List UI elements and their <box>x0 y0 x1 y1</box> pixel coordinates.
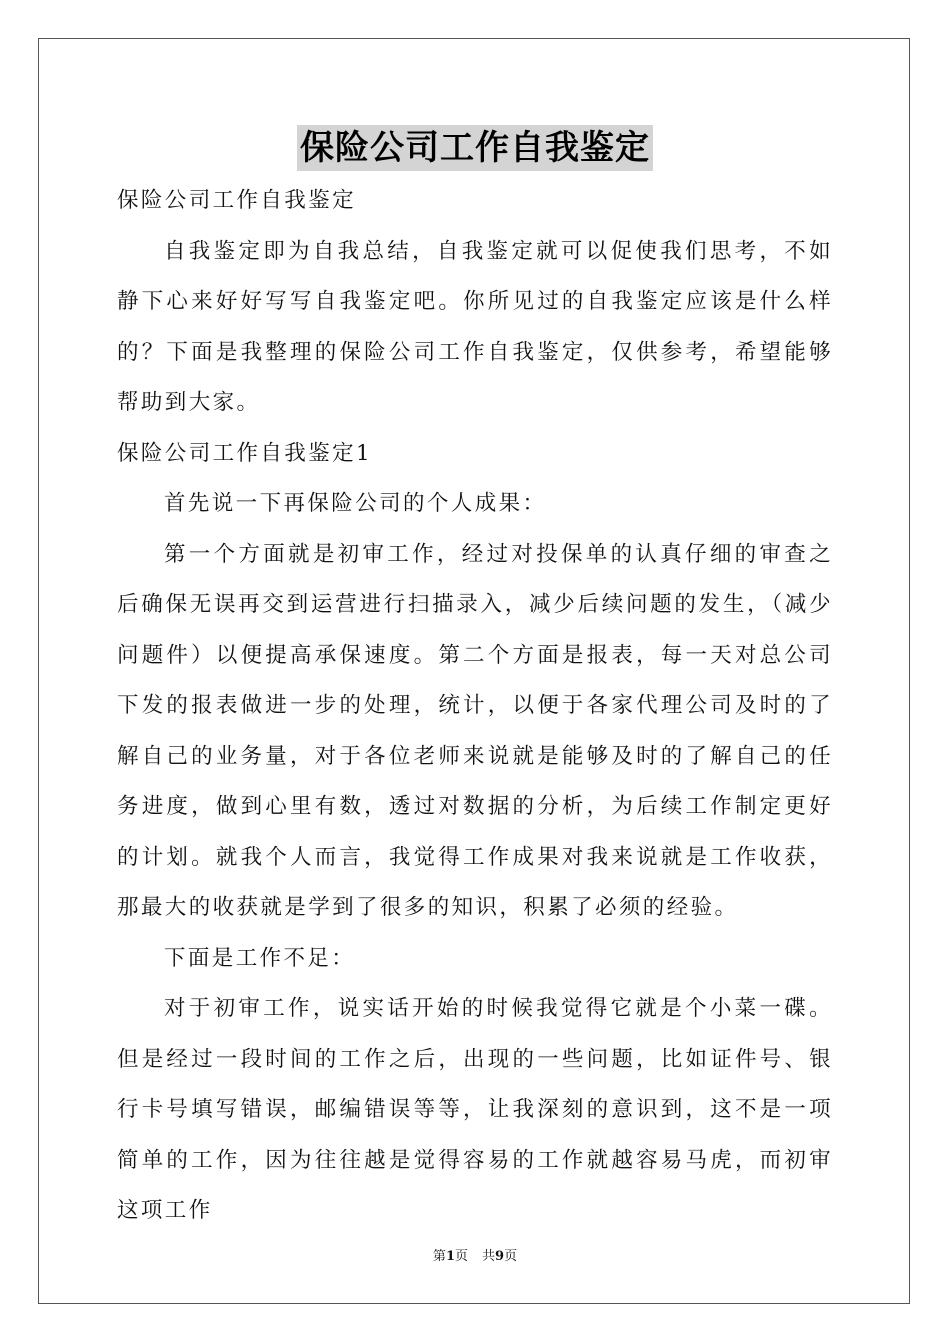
total-page-number: 9 <box>495 1249 505 1264</box>
paragraph-results-lead: 首先说一下再保险公司的个人成果： <box>164 491 547 516</box>
page-label-suffix: 页 <box>454 1249 468 1264</box>
paragraph-results: 第一个方面就是初审工作，经过对投保单的认真仔细的审查之后确保无误再交到运营进行扫描录入，减少后续问题的发生，（减少问题件）以便提高承保速度。第二个方面是报表，每一天对总公司下发的报表做进一步的处理，统计，以便于各家代理公司及时的了解自己的业务量，对于各位老师来说就是能够及时的了解自己的任务进度，做到心里有数，透过对数据的分析，为后续工作制定更好的计划。就我个人而言，我觉得工作成果对我来说就是工作收获，那最大的收获就是学到了很多的知识，积累了必须的经验。 <box>117 541 833 920</box>
total-label-suffix: 页 <box>504 1249 518 1264</box>
current-page-number: 1 <box>445 1249 455 1264</box>
section-heading: 保险公司工作自我鉴定1 <box>117 440 373 466</box>
paragraph-shortcomings-lead: 下面是工作不足： <box>164 945 356 971</box>
page-footer <box>0 1245 950 1264</box>
paragraph-subtitle: 保险公司工作自我鉴定 <box>117 188 357 213</box>
paragraph-shortcomings: 对于初审工作，说实话开始的时候我觉得它就是个小菜一碟。但是经过一段时间的工作之后，出现的一些问题，比如证件号、银行卡号填写错误，邮编错误等等，让我深刻的意识到，这不是一项简单的工作，因为往往越是觉得容易的工作就越容易马虎，而初审这项工作 <box>117 996 833 1223</box>
document-body <box>117 176 833 1237</box>
document-title: 保险公司工作自我鉴定 <box>297 125 653 171</box>
title-container <box>0 125 950 171</box>
total-label-prefix: 共 <box>482 1249 496 1264</box>
page-label-prefix: 第 <box>432 1249 446 1264</box>
paragraph-intro: 自我鉴定即为自我总结，自我鉴定就可以促使我们思考，不如静下心来好好写写自我鉴定吧。你所见过的自我鉴定应该是什么样的？下面是我整理的保险公司工作自我鉴定，仅供参考，希望能够帮助到大家。 <box>117 238 833 415</box>
